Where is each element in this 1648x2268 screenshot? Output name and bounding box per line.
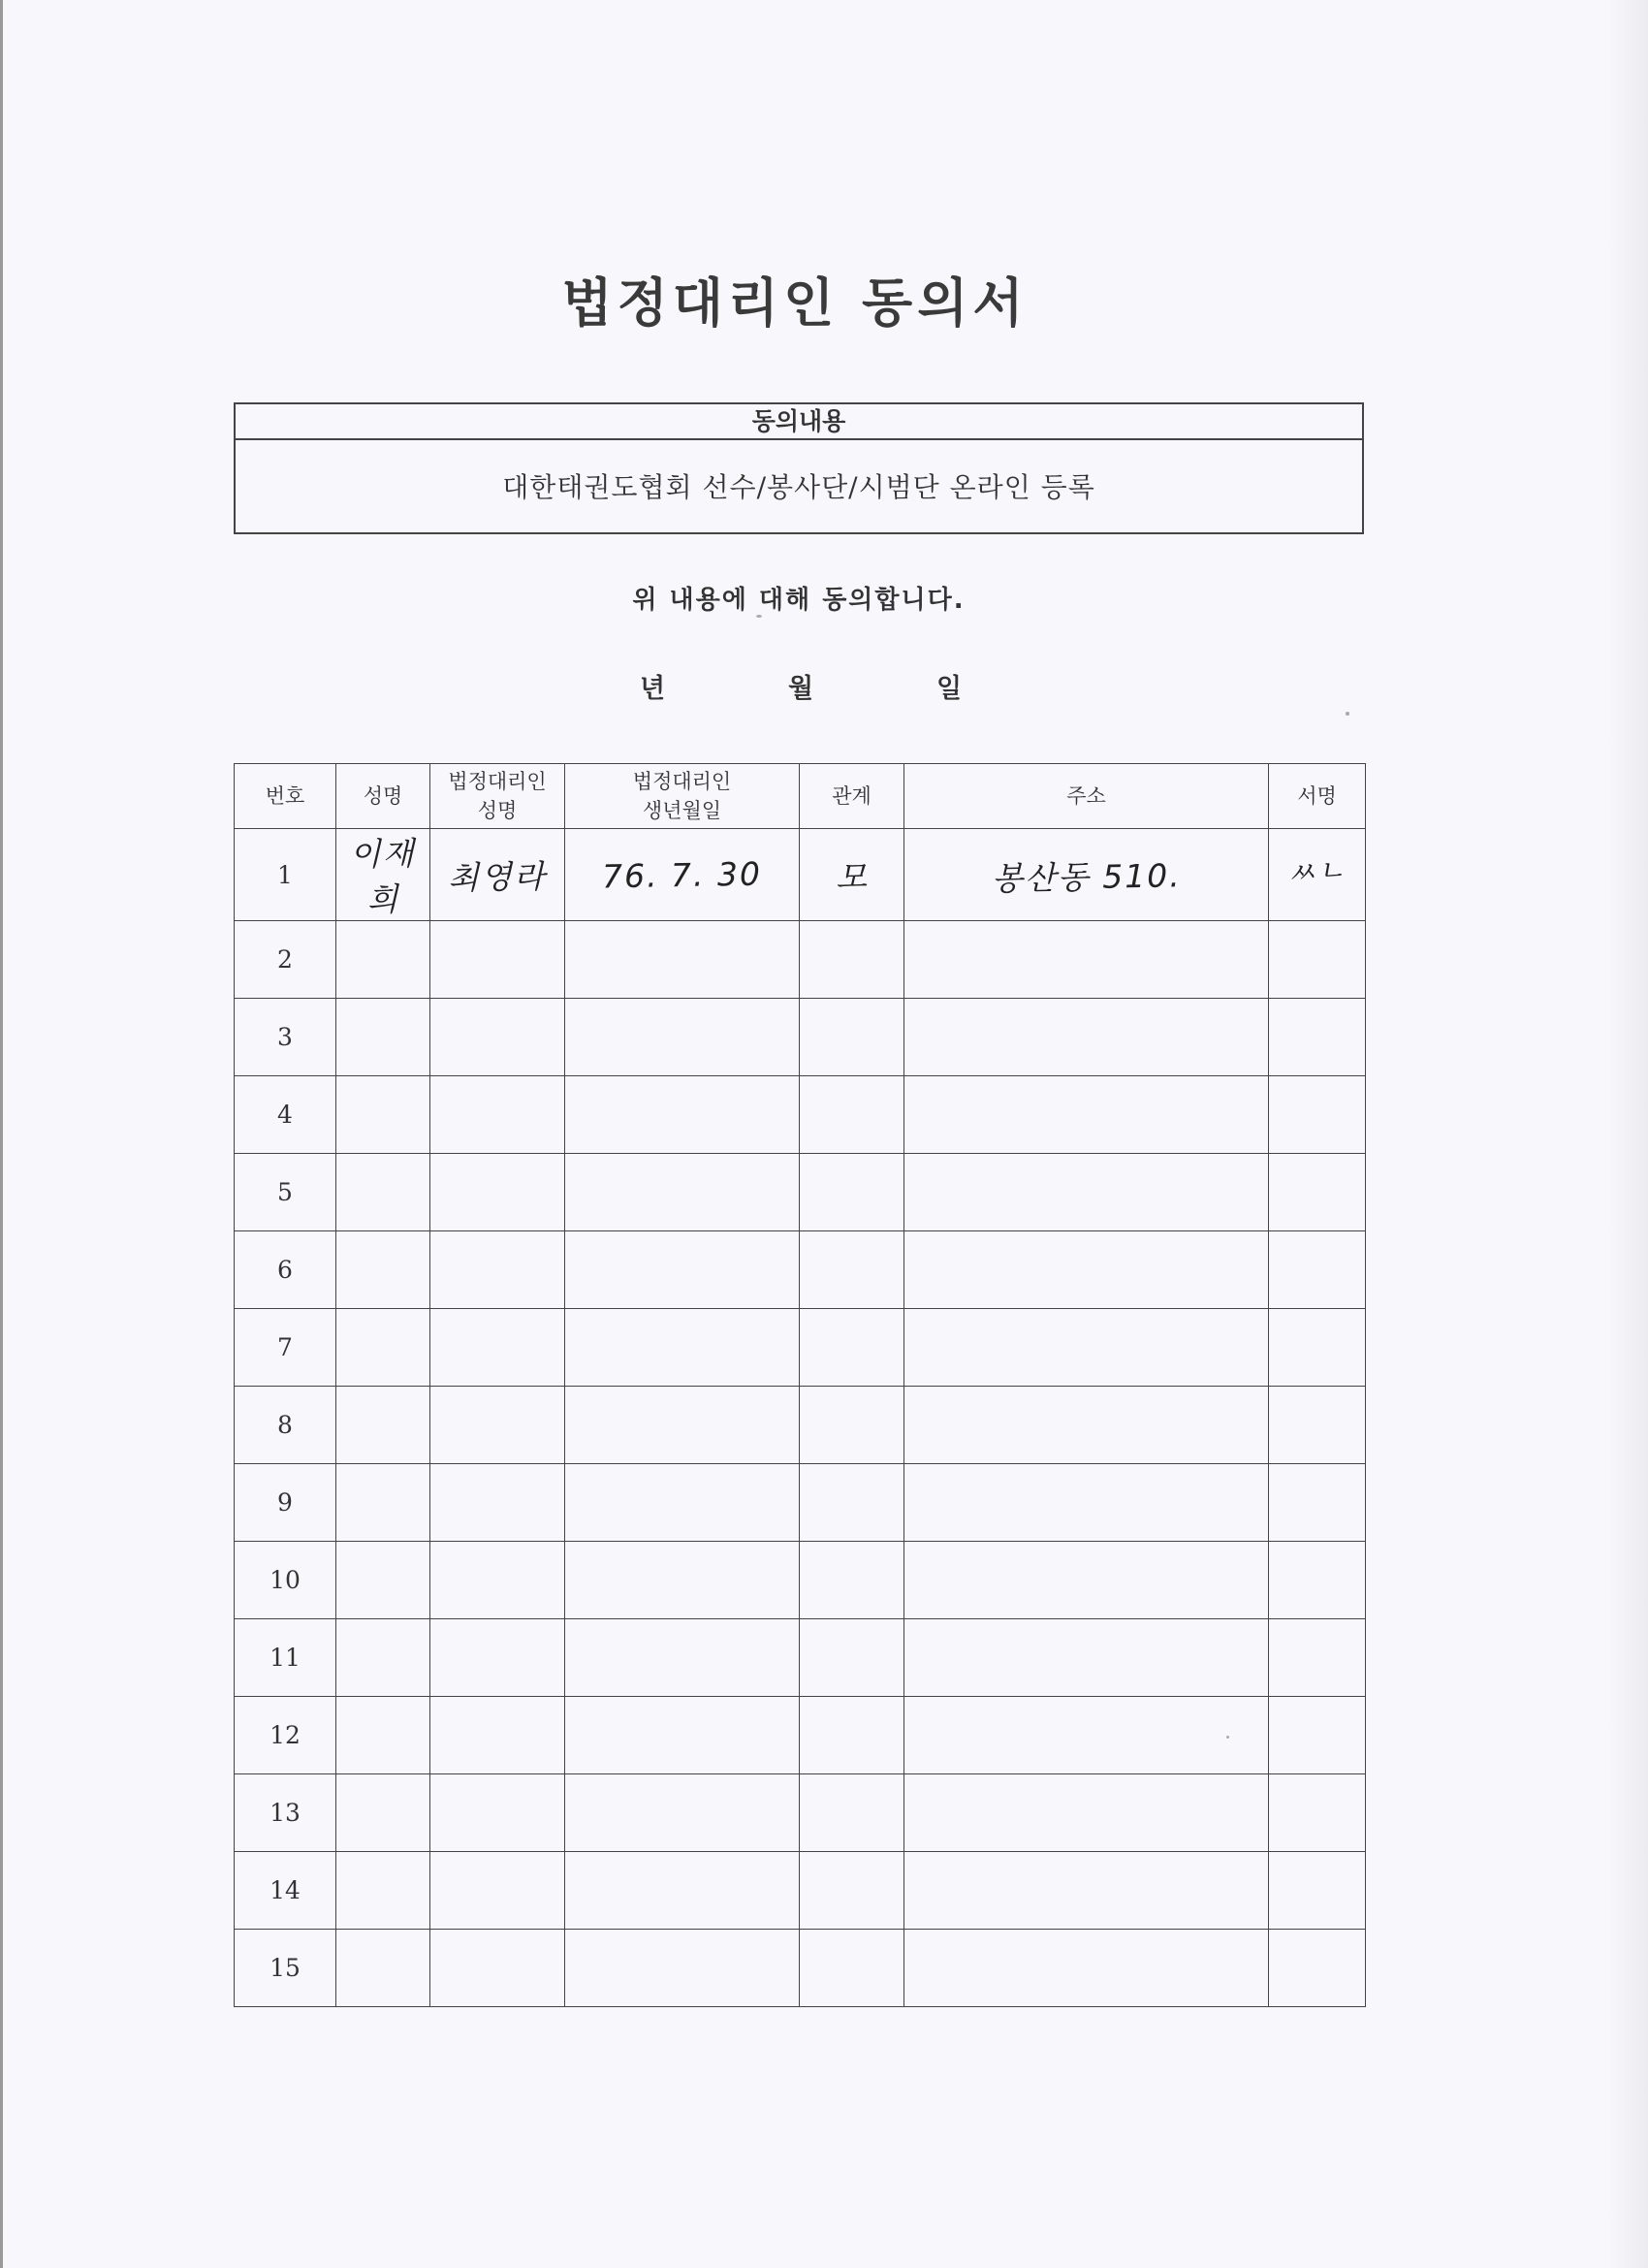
cell-address bbox=[904, 829, 1269, 921]
cell-relation bbox=[800, 1774, 904, 1852]
table-row bbox=[235, 1774, 1366, 1852]
cell-relation bbox=[800, 1697, 904, 1774]
header-guardian-name bbox=[430, 764, 565, 829]
cell-relation bbox=[800, 1154, 904, 1231]
cell-guardian-name bbox=[430, 1619, 565, 1697]
cell-signature bbox=[1269, 1231, 1366, 1309]
table-row bbox=[235, 1309, 1366, 1387]
table-row bbox=[235, 1231, 1366, 1309]
cell-name bbox=[336, 1774, 430, 1852]
document-title: 법정대리인 동의서 bbox=[561, 272, 1029, 334]
cell-no: 10 bbox=[235, 1542, 336, 1619]
cell-guardian-name bbox=[430, 1852, 565, 1930]
header-address: 주소 bbox=[904, 764, 1269, 829]
handwritten-signature: ㅆㄴ bbox=[1285, 852, 1348, 892]
cell-relation bbox=[800, 1852, 904, 1930]
cell-no: 9 bbox=[235, 1464, 336, 1542]
cell-guardian-birth bbox=[565, 1464, 800, 1542]
cell-guardian-birth bbox=[565, 1387, 800, 1464]
cell-guardian-name bbox=[430, 1154, 565, 1231]
cell-no: 7 bbox=[235, 1309, 336, 1387]
cell-no: 2 bbox=[235, 921, 336, 999]
cell-signature bbox=[1269, 999, 1366, 1076]
table-row bbox=[235, 1076, 1366, 1154]
cell-address bbox=[904, 1076, 1269, 1154]
cell-name bbox=[336, 1464, 430, 1542]
cell-no: 15 bbox=[235, 1930, 336, 2007]
table-body bbox=[235, 829, 1366, 2007]
consent-box bbox=[234, 402, 1364, 534]
handwritten-address: 봉산동 510. bbox=[991, 855, 1182, 898]
consent-header: 동의내용 bbox=[236, 404, 1362, 440]
table-row bbox=[235, 921, 1366, 999]
scan-right-shadow bbox=[1607, 0, 1648, 2268]
cell-name bbox=[336, 1231, 430, 1309]
cell-address bbox=[904, 1697, 1269, 1774]
header-name: 성명 bbox=[336, 764, 430, 829]
cell-address bbox=[904, 1619, 1269, 1697]
cell-guardian-name bbox=[430, 1774, 565, 1852]
cell-guardian-name bbox=[430, 829, 565, 921]
cell-guardian-birth bbox=[565, 829, 800, 921]
cell-signature bbox=[1269, 1076, 1366, 1154]
handwritten-guardian-birth: 76. 7. 30 bbox=[601, 854, 763, 895]
table-row bbox=[235, 999, 1366, 1076]
cell-guardian-birth bbox=[565, 1309, 800, 1387]
cell-name bbox=[336, 1697, 430, 1774]
cell-signature bbox=[1269, 1542, 1366, 1619]
cell-name bbox=[336, 1076, 430, 1154]
cell-relation bbox=[800, 1930, 904, 2007]
cell-signature bbox=[1269, 1852, 1366, 1930]
cell-no: 8 bbox=[235, 1387, 336, 1464]
table-header-row bbox=[235, 764, 1366, 829]
cell-name bbox=[336, 1387, 430, 1464]
cell-guardian-name bbox=[430, 1464, 565, 1542]
cell-address bbox=[904, 1231, 1269, 1309]
cell-address bbox=[904, 1930, 1269, 2007]
cell-no: 11 bbox=[235, 1619, 336, 1697]
cell-guardian-name bbox=[430, 1542, 565, 1619]
cell-signature bbox=[1269, 829, 1366, 921]
cell-address bbox=[904, 1387, 1269, 1464]
cell-signature bbox=[1269, 1774, 1366, 1852]
table-row bbox=[235, 1852, 1366, 1930]
header-signature: 서명 bbox=[1269, 764, 1366, 829]
cell-no: 5 bbox=[235, 1154, 336, 1231]
cell-address bbox=[904, 1309, 1269, 1387]
cell-guardian-name bbox=[430, 1930, 565, 2007]
cell-guardian-name bbox=[430, 1697, 565, 1774]
handwritten-name: 이재희 bbox=[349, 834, 416, 919]
cell-address bbox=[904, 1852, 1269, 1930]
date-month-label: 월 bbox=[788, 674, 814, 704]
header-guardian-birth-line2: 생년월일 bbox=[642, 799, 722, 822]
table-row bbox=[235, 1464, 1366, 1542]
date-day-label: 일 bbox=[936, 674, 963, 704]
cell-name bbox=[336, 1542, 430, 1619]
cell-no: 3 bbox=[235, 999, 336, 1076]
cell-no: 13 bbox=[235, 1774, 336, 1852]
cell-relation bbox=[800, 1387, 904, 1464]
cell-no: 4 bbox=[235, 1076, 336, 1154]
consent-body: 대한태권도협회 선수/봉사단/시범단 온라인 등록 bbox=[502, 471, 1095, 503]
cell-relation bbox=[800, 1076, 904, 1154]
table-row bbox=[235, 1542, 1366, 1619]
cell-relation bbox=[800, 829, 904, 921]
cell-address bbox=[904, 1154, 1269, 1231]
cell-guardian-name bbox=[430, 1231, 565, 1309]
cell-signature bbox=[1269, 1930, 1366, 2007]
cell-address bbox=[904, 999, 1269, 1076]
cell-address bbox=[904, 1774, 1269, 1852]
header-guardian-name-line1: 법정대리인 bbox=[448, 770, 547, 793]
table-row bbox=[235, 829, 1366, 921]
scan-left-edge bbox=[0, 0, 3, 2268]
cell-guardian-birth bbox=[565, 1697, 800, 1774]
guardian-table bbox=[234, 763, 1366, 2007]
table-row bbox=[235, 1154, 1366, 1231]
handwritten-relation: 모 bbox=[835, 857, 869, 896]
cell-address bbox=[904, 1542, 1269, 1619]
cell-guardian-name bbox=[430, 1387, 565, 1464]
cell-guardian-birth bbox=[565, 1930, 800, 2007]
cell-signature bbox=[1269, 1154, 1366, 1231]
cell-no: 1 bbox=[235, 829, 336, 921]
cell-name bbox=[336, 829, 430, 921]
cell-relation bbox=[800, 1231, 904, 1309]
cell-no: 6 bbox=[235, 1231, 336, 1309]
handwritten-guardian-name: 최영라 bbox=[447, 856, 548, 897]
cell-guardian-birth bbox=[565, 1542, 800, 1619]
cell-guardian-birth bbox=[565, 1076, 800, 1154]
cell-guardian-birth bbox=[565, 1852, 800, 1930]
cell-signature bbox=[1269, 1619, 1366, 1697]
scan-speck bbox=[756, 615, 762, 618]
cell-guardian-name bbox=[430, 999, 565, 1076]
table-row bbox=[235, 1697, 1366, 1774]
cell-no: 12 bbox=[235, 1697, 336, 1774]
scan-speck bbox=[1346, 712, 1349, 716]
cell-signature bbox=[1269, 1309, 1366, 1387]
cell-name bbox=[336, 1619, 430, 1697]
cell-relation bbox=[800, 1542, 904, 1619]
cell-name bbox=[336, 1154, 430, 1231]
cell-guardian-birth bbox=[565, 921, 800, 999]
date-year-label: 년 bbox=[640, 674, 666, 704]
cell-name bbox=[336, 1309, 430, 1387]
cell-relation bbox=[800, 921, 904, 999]
header-relation: 관계 bbox=[800, 764, 904, 829]
cell-signature bbox=[1269, 1697, 1366, 1774]
cell-address bbox=[904, 1464, 1269, 1542]
agree-statement: 위 내용에 대해 동의합니다. bbox=[632, 586, 966, 615]
cell-address bbox=[904, 921, 1269, 999]
cell-guardian-birth bbox=[565, 1231, 800, 1309]
table-row bbox=[235, 1387, 1366, 1464]
cell-relation bbox=[800, 999, 904, 1076]
header-guardian-birth-line1: 법정대리인 bbox=[632, 770, 732, 793]
cell-name bbox=[336, 921, 430, 999]
cell-relation bbox=[800, 1309, 904, 1387]
cell-no: 14 bbox=[235, 1852, 336, 1930]
cell-guardian-name bbox=[430, 1309, 565, 1387]
cell-guardian-birth bbox=[565, 1619, 800, 1697]
cell-signature bbox=[1269, 1464, 1366, 1542]
cell-relation bbox=[800, 1619, 904, 1697]
cell-relation bbox=[800, 1464, 904, 1542]
table-row bbox=[235, 1619, 1366, 1697]
cell-signature bbox=[1269, 921, 1366, 999]
cell-signature bbox=[1269, 1387, 1366, 1464]
cell-name bbox=[336, 999, 430, 1076]
cell-guardian-birth bbox=[565, 999, 800, 1076]
header-no: 번호 bbox=[235, 764, 336, 829]
cell-guardian-birth bbox=[565, 1154, 800, 1231]
table-row bbox=[235, 1930, 1366, 2007]
cell-guardian-birth bbox=[565, 1774, 800, 1852]
cell-guardian-name bbox=[430, 1076, 565, 1154]
cell-guardian-name bbox=[430, 921, 565, 999]
header-guardian-name-line2: 성명 bbox=[477, 799, 518, 822]
cell-name bbox=[336, 1852, 430, 1930]
scan-speck bbox=[1226, 1736, 1229, 1739]
cell-name bbox=[336, 1930, 430, 2007]
header-guardian-birth bbox=[565, 764, 800, 829]
